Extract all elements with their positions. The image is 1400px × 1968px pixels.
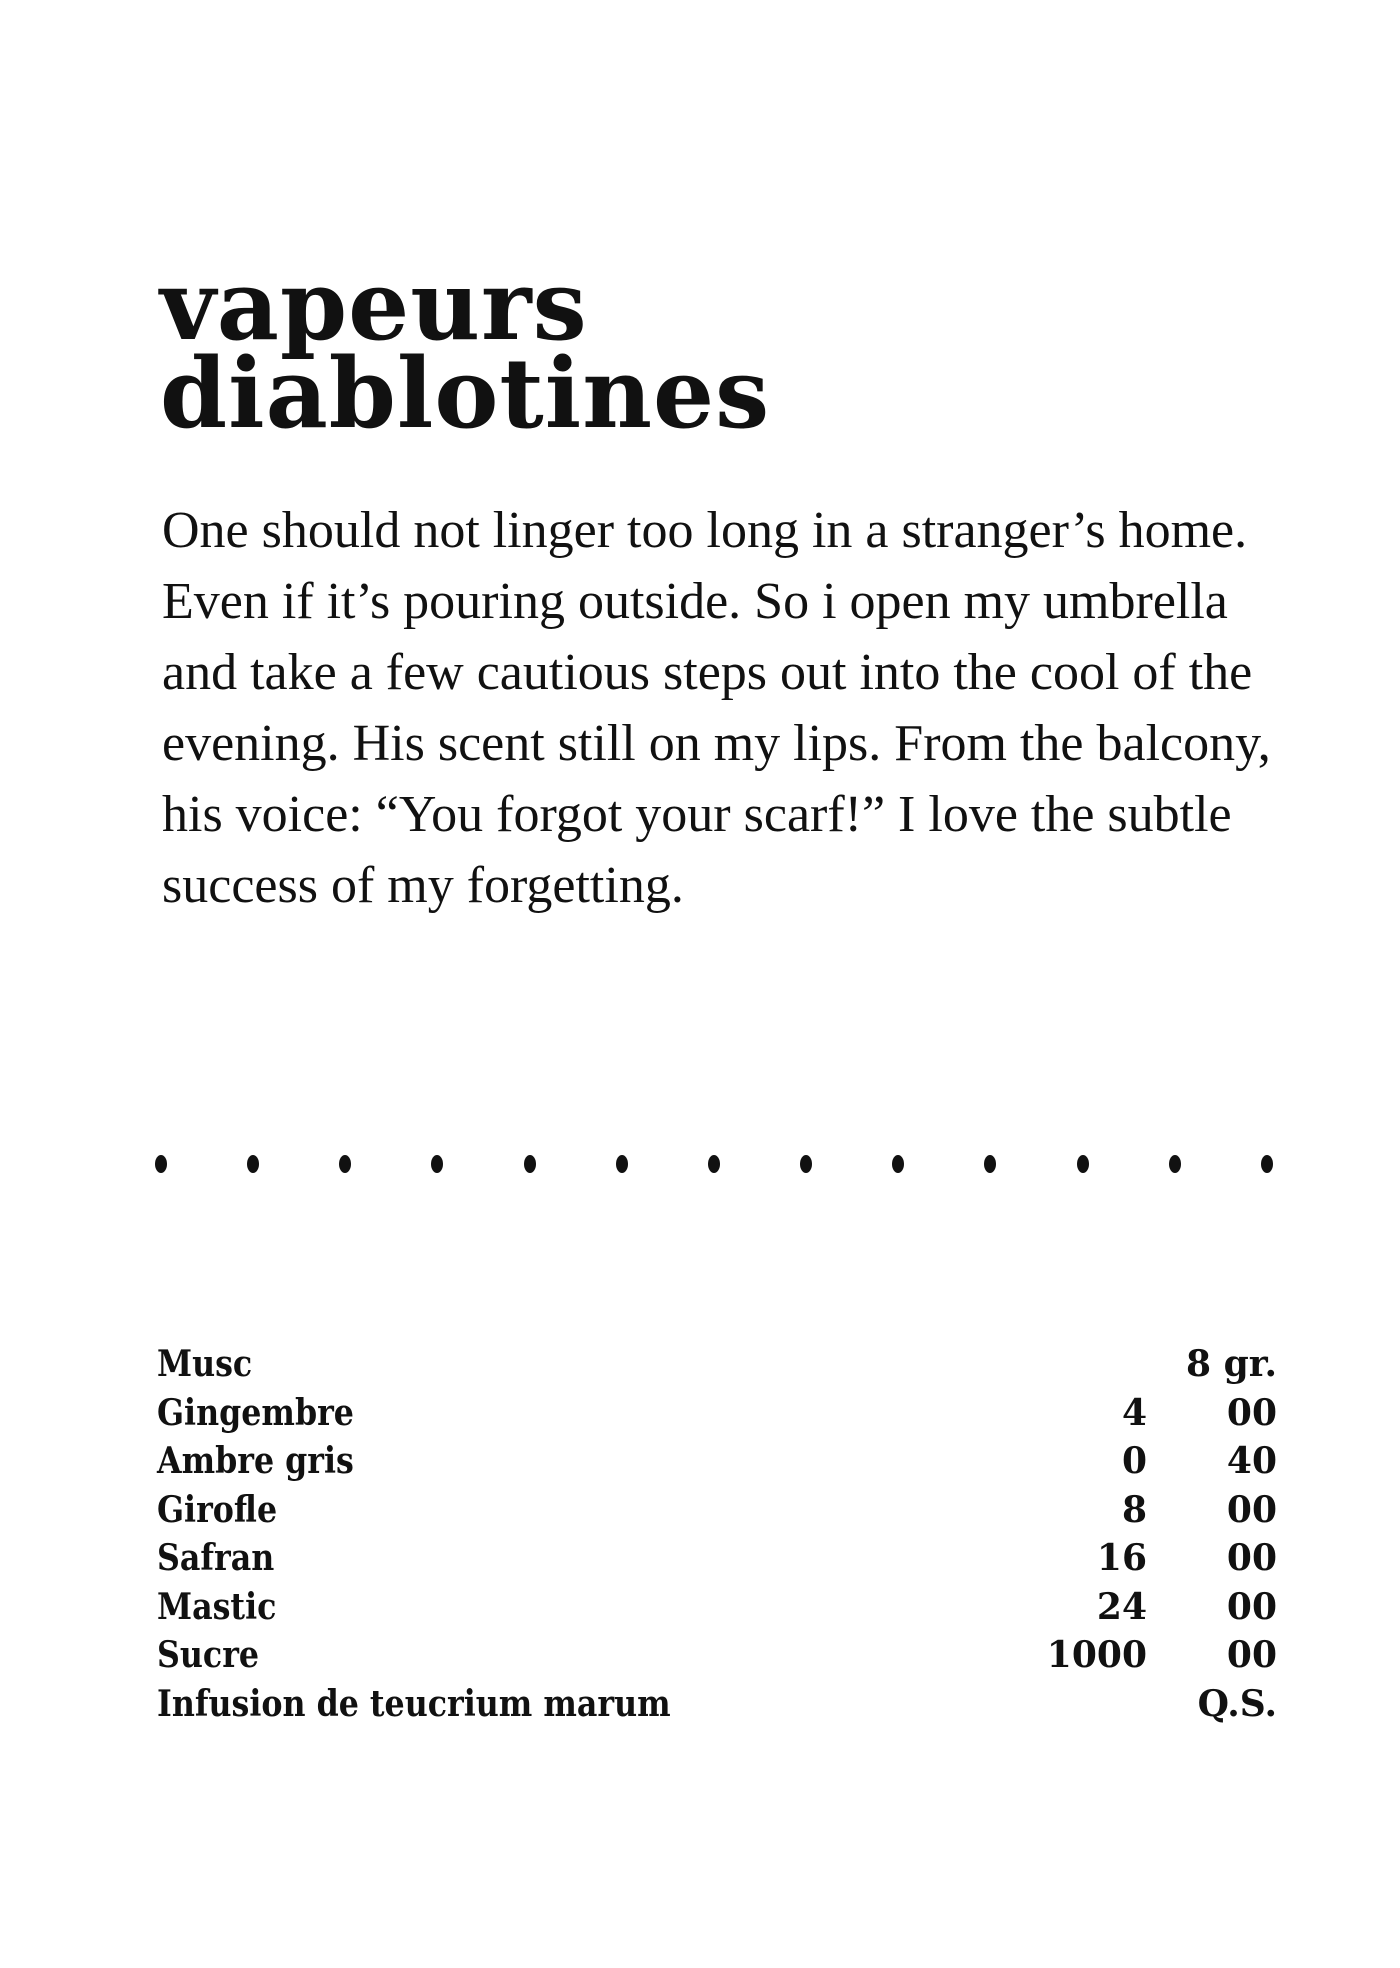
divider-dot (984, 1155, 996, 1173)
ingredient-quantity: 16 (1096, 1537, 1147, 1579)
ingredient-quantity: 0 (1121, 1440, 1147, 1482)
divider-dot (616, 1155, 628, 1173)
recipe-row (157, 1534, 1277, 1583)
recipe-row (157, 1340, 1277, 1389)
ingredient-name: Infusion de teucrium marum (157, 1682, 671, 1725)
divider-dot (339, 1155, 351, 1173)
page-title (160, 249, 771, 450)
ingredient-quantity: 4 (1121, 1391, 1147, 1434)
recipe-table (157, 1340, 1277, 1728)
body-paragraph: One should not linger too long in a stranger’s home. Even if it’s pouring outside. So i open my umbrella and take a few cautious steps out into the cool of the evening. His scent still on my lips. From the balcony, his voice: “You forgot your scarf!” I love the subtle success of my forgetting. (162, 502, 1271, 914)
divider-dot (1077, 1155, 1089, 1173)
ingredient-fraction: 00 (1226, 1391, 1277, 1434)
ingredient-quantity: 1000 (1046, 1634, 1147, 1676)
recipe-row (157, 1631, 1277, 1680)
recipe-row (157, 1583, 1277, 1632)
divider-dot (1169, 1155, 1181, 1173)
recipe-row (157, 1680, 1277, 1729)
recipe-row (157, 1437, 1277, 1486)
title-line-2: diablotines (160, 337, 771, 450)
title-line-1: vapeurs (160, 249, 588, 362)
ingredient-amount: 8 gr. (1186, 1343, 1277, 1385)
ingredient-quantity: 8 (1121, 1488, 1147, 1531)
ingredient-name: Safran (157, 1537, 275, 1579)
divider-dot (1261, 1155, 1273, 1173)
ingredient-quantity: 24 (1096, 1585, 1147, 1628)
ingredient-name: Girofle (157, 1488, 278, 1531)
ingredient-name: Ambre gris (157, 1440, 354, 1482)
ingredient-name: Sucre (157, 1634, 260, 1676)
ingredient-fraction: 00 (1226, 1634, 1277, 1676)
recipe-row (157, 1389, 1277, 1438)
divider-dot (892, 1155, 904, 1173)
divider-dot (800, 1155, 812, 1173)
divider-dot (431, 1155, 443, 1173)
divider-dot (708, 1155, 720, 1173)
divider-dot (155, 1155, 167, 1173)
ingredient-fraction: 40 (1226, 1440, 1277, 1482)
ingredient-name: Gingembre (157, 1391, 354, 1434)
ingredient-amount: Q.S. (1197, 1682, 1277, 1725)
ingredient-fraction: 00 (1226, 1585, 1277, 1628)
ingredient-name: Mastic (157, 1585, 277, 1628)
dot-divider (155, 1155, 1273, 1173)
divider-dot (524, 1155, 536, 1173)
divider-dot (247, 1155, 259, 1173)
ingredient-fraction: 00 (1226, 1488, 1277, 1531)
recipe-row (157, 1486, 1277, 1535)
ingredient-name: Musc (157, 1343, 253, 1385)
ingredient-fraction: 00 (1226, 1537, 1277, 1579)
